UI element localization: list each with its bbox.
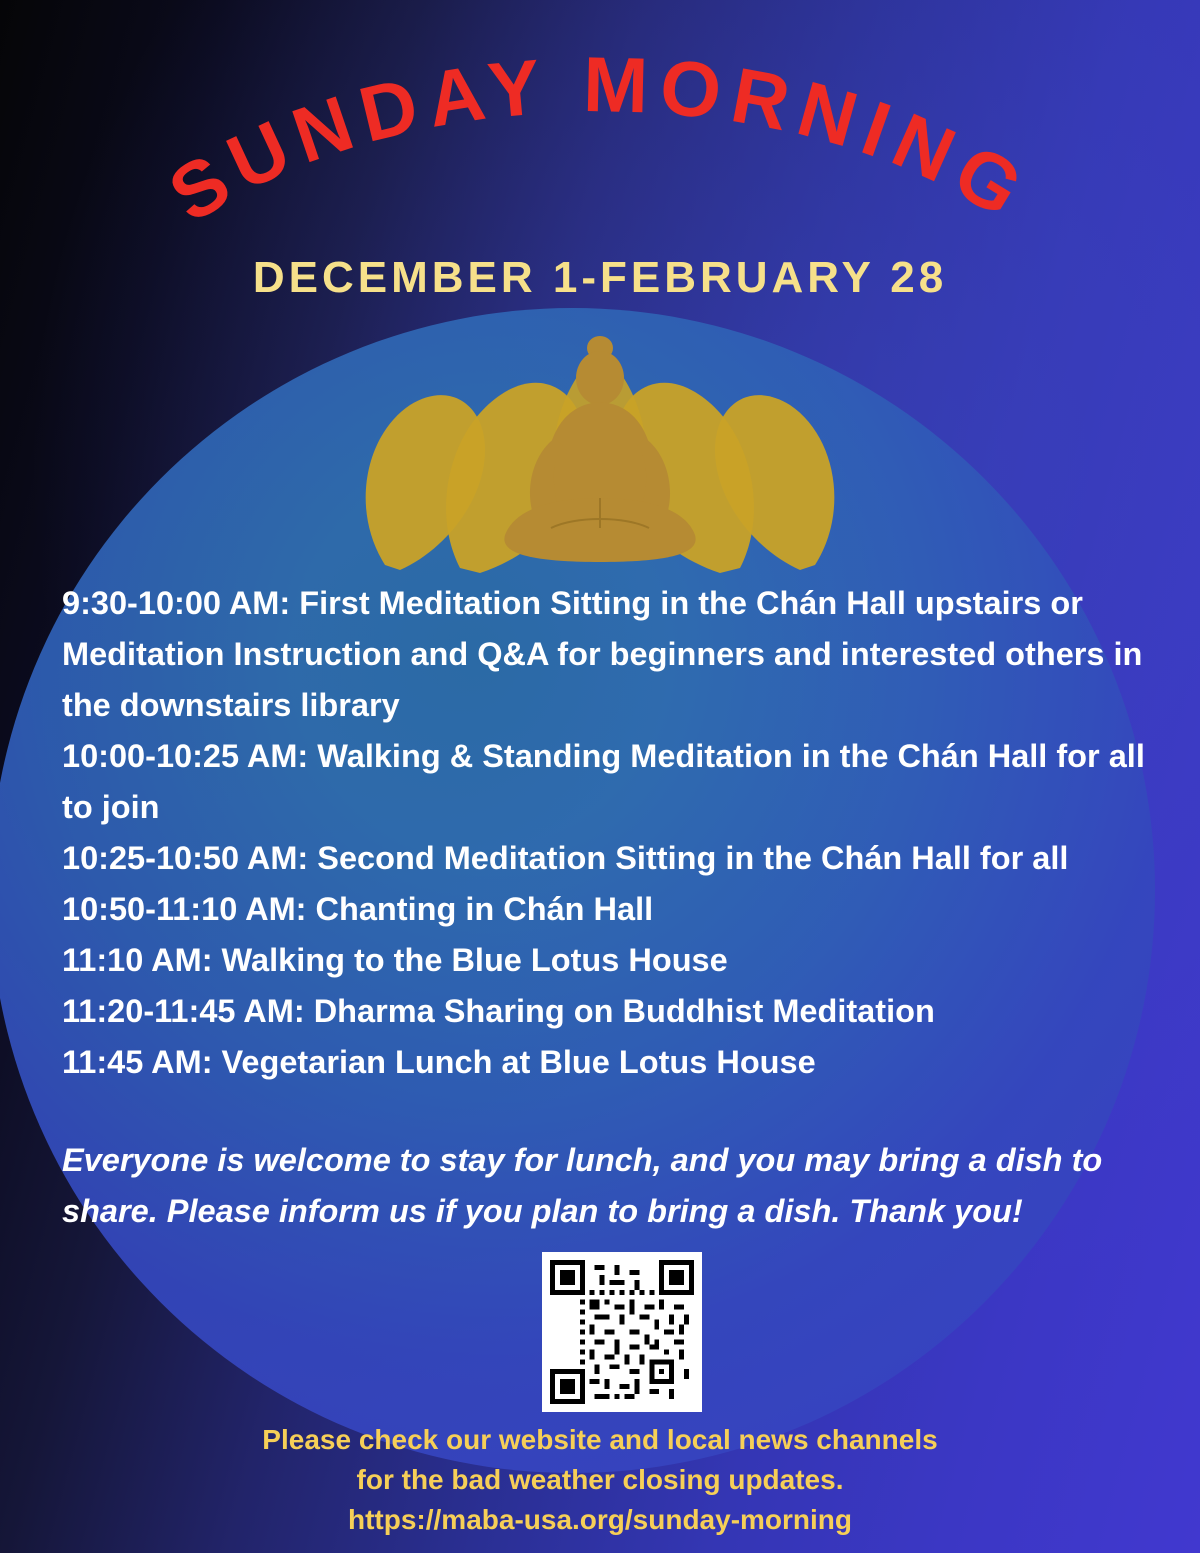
schedule-item: 10:50-11:10 AM: Chanting in Chán Hall	[62, 891, 654, 927]
schedule-list	[62, 578, 1162, 1088]
website-url[interactable]: https://maba-usa.org/sunday-morning	[347, 1504, 853, 1535]
date-range-subtitle: DECEMBER 1-FEBRUARY 28	[252, 253, 948, 302]
footer	[0, 1420, 1200, 1540]
schedule-item: 10:00-10:25 AM: Walking & Standing Meditation in the Chán Hall for all to join	[62, 738, 1145, 825]
arc-title-text: SUNDAY MORNING	[154, 39, 1046, 239]
footer-line-2: for the bad weather closing updates.	[356, 1464, 844, 1495]
lotus-buddha-illustration	[355, 330, 845, 575]
schedule-item: 10:25-10:50 AM: Second Meditation Sitting in the Chán Hall for all	[62, 840, 1069, 876]
schedule-item: 11:45 AM: Vegetarian Lunch at Blue Lotus House	[62, 1044, 816, 1080]
schedule-item: 9:30-10:00 AM: First Meditation Sitting in the Chán Hall upstairs or Meditation Instruction and Q&A for beginners and interested others in the downstairs library	[62, 585, 1143, 723]
lunch-note: Everyone is welcome to stay for lunch, and you may bring a dish to share. Please inform us if you plan to bring a dish. Thank you!	[62, 1142, 1103, 1229]
schedule-item: 11:20-11:45 AM: Dharma Sharing on Buddhist Meditation	[62, 993, 935, 1029]
footer-line-1: Please check our website and local news channels	[262, 1424, 938, 1455]
qr-code[interactable]	[542, 1252, 702, 1412]
schedule-item: 11:10 AM: Walking to the Blue Lotus House	[62, 942, 728, 978]
